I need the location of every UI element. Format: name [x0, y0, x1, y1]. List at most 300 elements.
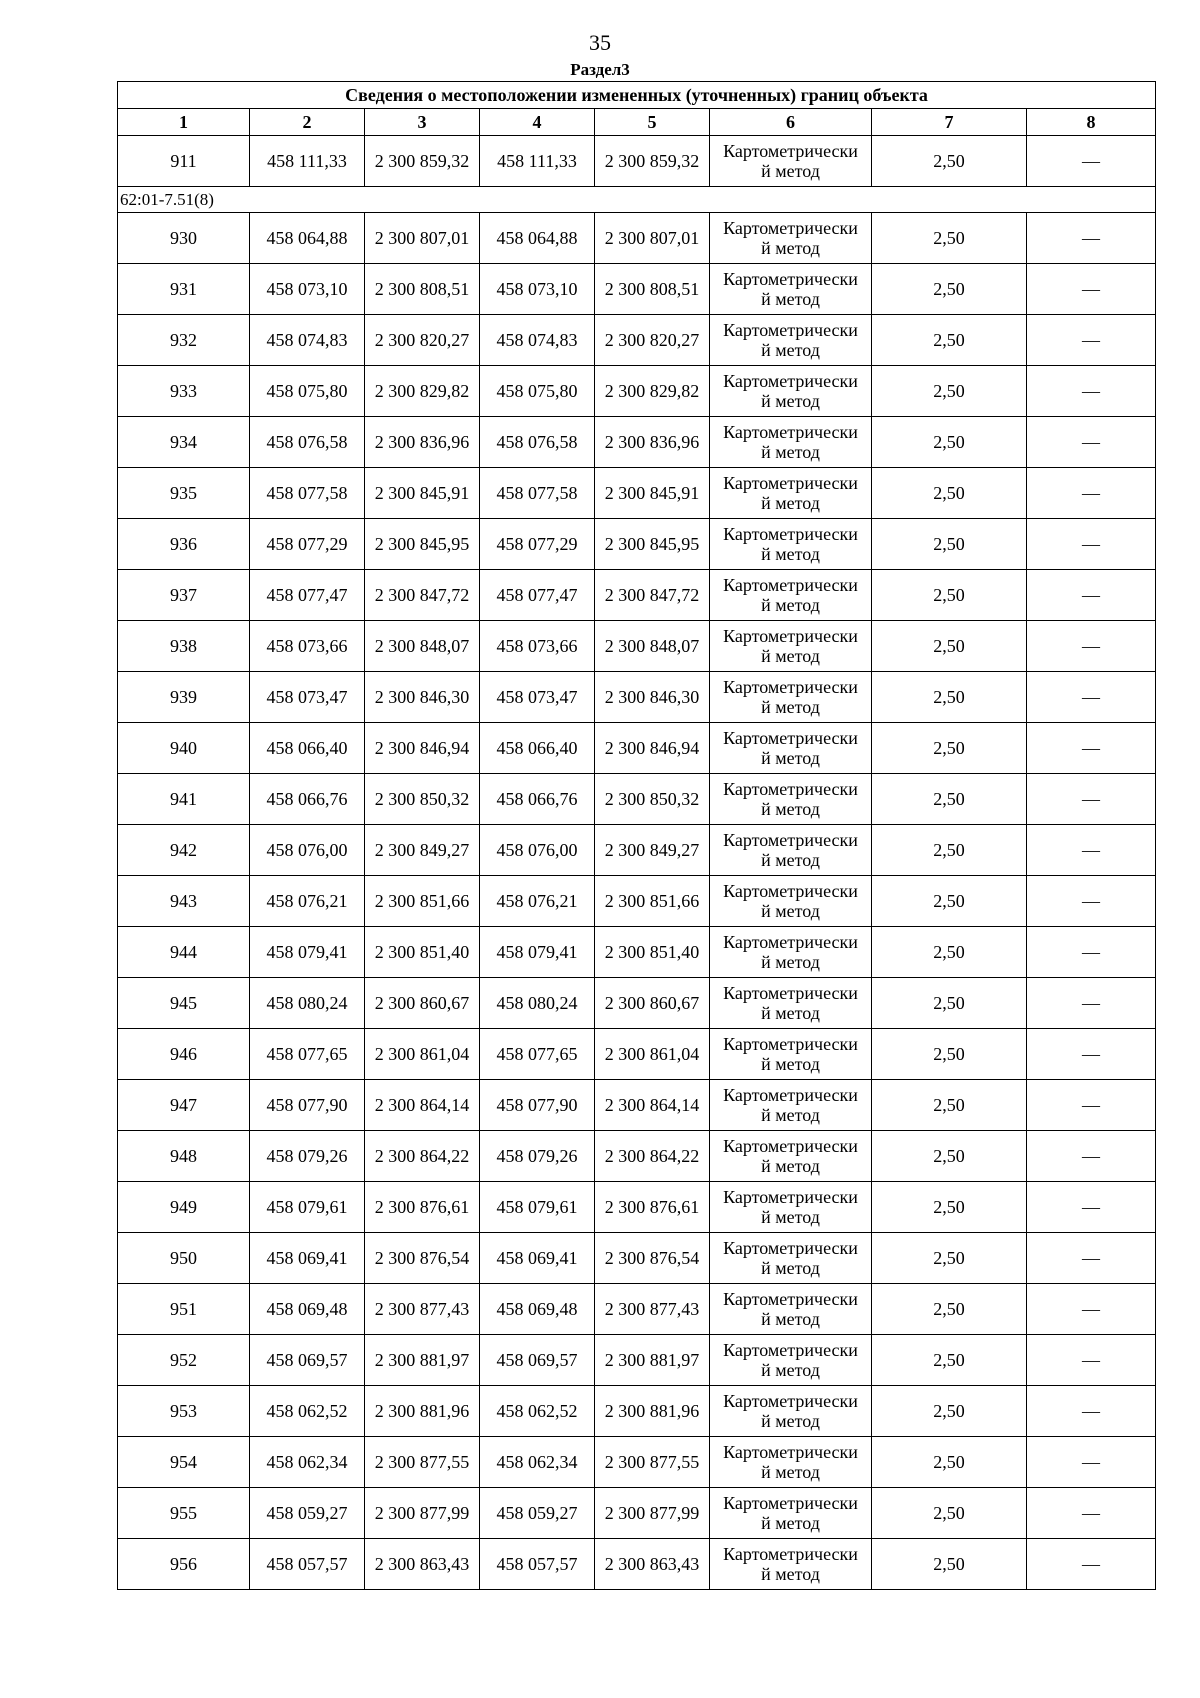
note: —	[1027, 1386, 1156, 1437]
y-coordinate-old: 2 300 877,43	[365, 1284, 480, 1335]
x-coordinate-new: 458 066,40	[480, 723, 595, 774]
table-row	[118, 1488, 1156, 1539]
page-number: 35	[589, 30, 611, 55]
method-line-1: Картометрически	[723, 422, 858, 442]
y-coordinate-new: 2 300 846,30	[595, 672, 710, 723]
point-number: 935	[118, 468, 250, 519]
note: —	[1027, 927, 1156, 978]
method-line-2: й метод	[761, 1258, 820, 1278]
note: —	[1027, 1335, 1156, 1386]
table-row	[118, 978, 1156, 1029]
note: —	[1027, 1233, 1156, 1284]
table-row	[118, 672, 1156, 723]
accuracy: 2,50	[872, 570, 1027, 621]
accuracy: 2,50	[872, 1335, 1027, 1386]
accuracy: 2,50	[872, 1488, 1027, 1539]
table-row	[118, 213, 1156, 264]
y-coordinate-old: 2 300 808,51	[365, 264, 480, 315]
method-line-2: й метод	[761, 1156, 820, 1176]
method-line-1: Картометрически	[723, 218, 858, 238]
x-coordinate-old: 458 069,48	[250, 1284, 365, 1335]
x-coordinate-old: 458 059,27	[250, 1488, 365, 1539]
table-row	[118, 366, 1156, 417]
method-line-1: Картометрически	[723, 983, 858, 1003]
method-cell	[710, 264, 872, 315]
accuracy: 2,50	[872, 1131, 1027, 1182]
y-coordinate-new: 2 300 864,22	[595, 1131, 710, 1182]
note: —	[1027, 1131, 1156, 1182]
y-coordinate-new: 2 300 877,99	[595, 1488, 710, 1539]
x-coordinate-new: 458 080,24	[480, 978, 595, 1029]
method-line-1: Картометрически	[723, 1289, 858, 1309]
method-cell	[710, 1539, 872, 1590]
method-cell	[710, 136, 872, 187]
accuracy: 2,50	[872, 978, 1027, 1029]
method-line-1: Картометрически	[723, 1391, 858, 1411]
table-row	[118, 315, 1156, 366]
section-label: Раздел3	[570, 60, 630, 79]
method-line-1: Картометрически	[723, 1340, 858, 1360]
table-row	[118, 1335, 1156, 1386]
accuracy: 2,50	[872, 519, 1027, 570]
y-coordinate-old: 2 300 846,30	[365, 672, 480, 723]
column-header: 5	[595, 109, 710, 136]
y-coordinate-new: 2 300 876,54	[595, 1233, 710, 1284]
x-coordinate-old: 458 077,29	[250, 519, 365, 570]
method-line-1: Картометрически	[723, 626, 858, 646]
method-cell	[710, 1386, 872, 1437]
table-row	[118, 876, 1156, 927]
table-row	[118, 621, 1156, 672]
x-coordinate-old: 458 079,26	[250, 1131, 365, 1182]
method-line-1: Картометрически	[723, 473, 858, 493]
y-coordinate-new: 2 300 848,07	[595, 621, 710, 672]
method-cell	[710, 1488, 872, 1539]
method-line-2: й метод	[761, 544, 820, 564]
x-coordinate-new: 458 062,34	[480, 1437, 595, 1488]
y-coordinate-new: 2 300 851,40	[595, 927, 710, 978]
note: —	[1027, 264, 1156, 315]
method-line-1: Картометрически	[723, 575, 858, 595]
accuracy: 2,50	[872, 468, 1027, 519]
y-coordinate-old: 2 300 876,54	[365, 1233, 480, 1284]
note: —	[1027, 621, 1156, 672]
note: —	[1027, 417, 1156, 468]
method-line-1: Картометрически	[723, 1238, 858, 1258]
note: —	[1027, 213, 1156, 264]
method-cell	[710, 1131, 872, 1182]
x-coordinate-old: 458 073,47	[250, 672, 365, 723]
point-number: 952	[118, 1335, 250, 1386]
method-cell	[710, 621, 872, 672]
table-row	[118, 264, 1156, 315]
table-row	[118, 1386, 1156, 1437]
point-number: 946	[118, 1029, 250, 1080]
method-line-2: й метод	[761, 1513, 820, 1533]
x-coordinate-old: 458 066,76	[250, 774, 365, 825]
table-row	[118, 1284, 1156, 1335]
x-coordinate-old: 458 069,41	[250, 1233, 365, 1284]
accuracy: 2,50	[872, 1029, 1027, 1080]
y-coordinate-old: 2 300 848,07	[365, 621, 480, 672]
x-coordinate-old: 458 077,47	[250, 570, 365, 621]
x-coordinate-old: 458 057,57	[250, 1539, 365, 1590]
x-coordinate-new: 458 077,90	[480, 1080, 595, 1131]
y-coordinate-old: 2 300 849,27	[365, 825, 480, 876]
method-line-1: Картометрически	[723, 1034, 858, 1054]
x-coordinate-new: 458 077,29	[480, 519, 595, 570]
accuracy: 2,50	[872, 1182, 1027, 1233]
note: —	[1027, 315, 1156, 366]
method-line-1: Картометрически	[723, 1442, 858, 1462]
accuracy: 2,50	[872, 1437, 1027, 1488]
method-cell	[710, 876, 872, 927]
method-line-2: й метод	[761, 340, 820, 360]
accuracy: 2,50	[872, 417, 1027, 468]
method-cell	[710, 825, 872, 876]
x-coordinate-old: 458 079,41	[250, 927, 365, 978]
point-number: 949	[118, 1182, 250, 1233]
point-number: 930	[118, 213, 250, 264]
accuracy: 2,50	[872, 366, 1027, 417]
y-coordinate-new: 2 300 846,94	[595, 723, 710, 774]
accuracy: 2,50	[872, 876, 1027, 927]
y-coordinate-new: 2 300 820,27	[595, 315, 710, 366]
point-number: 954	[118, 1437, 250, 1488]
point-number: 943	[118, 876, 250, 927]
column-header: 8	[1027, 109, 1156, 136]
table-row	[118, 1539, 1156, 1590]
x-coordinate-old: 458 077,90	[250, 1080, 365, 1131]
x-coordinate-old: 458 080,24	[250, 978, 365, 1029]
x-coordinate-new: 458 075,80	[480, 366, 595, 417]
note: —	[1027, 876, 1156, 927]
x-coordinate-old: 458 074,83	[250, 315, 365, 366]
accuracy: 2,50	[872, 1386, 1027, 1437]
y-coordinate-new: 2 300 861,04	[595, 1029, 710, 1080]
table-row	[118, 519, 1156, 570]
table-row	[118, 468, 1156, 519]
method-cell	[710, 1335, 872, 1386]
method-line-1: Картометрически	[723, 677, 858, 697]
x-coordinate-new: 458 111,33	[480, 136, 595, 187]
column-header: 7	[872, 109, 1027, 136]
method-line-2: й метод	[761, 1003, 820, 1023]
method-cell	[710, 519, 872, 570]
method-line-2: й метод	[761, 901, 820, 921]
y-coordinate-old: 2 300 820,27	[365, 315, 480, 366]
x-coordinate-old: 458 111,33	[250, 136, 365, 187]
method-cell	[710, 366, 872, 417]
table-row	[118, 1233, 1156, 1284]
x-coordinate-new: 458 079,41	[480, 927, 595, 978]
x-coordinate-old: 458 069,57	[250, 1335, 365, 1386]
point-number: 932	[118, 315, 250, 366]
accuracy: 2,50	[872, 213, 1027, 264]
y-coordinate-new: 2 300 808,51	[595, 264, 710, 315]
accuracy: 2,50	[872, 1233, 1027, 1284]
note: —	[1027, 1488, 1156, 1539]
column-header: 1	[118, 109, 250, 136]
y-coordinate-old: 2 300 845,95	[365, 519, 480, 570]
table-row	[118, 570, 1156, 621]
y-coordinate-old: 2 300 859,32	[365, 136, 480, 187]
x-coordinate-new: 458 079,61	[480, 1182, 595, 1233]
point-number: 936	[118, 519, 250, 570]
point-number: 933	[118, 366, 250, 417]
table-row	[118, 774, 1156, 825]
y-coordinate-new: 2 300 863,43	[595, 1539, 710, 1590]
column-header: 4	[480, 109, 595, 136]
y-coordinate-new: 2 300 864,14	[595, 1080, 710, 1131]
method-line-2: й метод	[761, 289, 820, 309]
x-coordinate-new: 458 069,48	[480, 1284, 595, 1335]
method-line-1: Картометрически	[723, 320, 858, 340]
note: —	[1027, 825, 1156, 876]
method-cell	[710, 927, 872, 978]
point-number: 939	[118, 672, 250, 723]
accuracy: 2,50	[872, 621, 1027, 672]
method-cell	[710, 774, 872, 825]
accuracy: 2,50	[872, 1284, 1027, 1335]
y-coordinate-new: 2 300 859,32	[595, 136, 710, 187]
method-line-2: й метод	[761, 1054, 820, 1074]
y-coordinate-old: 2 300 864,22	[365, 1131, 480, 1182]
method-line-2: й метод	[761, 850, 820, 870]
column-header: 6	[710, 109, 872, 136]
note: —	[1027, 672, 1156, 723]
x-coordinate-old: 458 076,21	[250, 876, 365, 927]
y-coordinate-old: 2 300 877,55	[365, 1437, 480, 1488]
method-cell	[710, 570, 872, 621]
method-line-1: Картометрически	[723, 141, 858, 161]
method-line-2: й метод	[761, 799, 820, 819]
point-number: 937	[118, 570, 250, 621]
method-line-2: й метод	[761, 1462, 820, 1482]
method-cell	[710, 213, 872, 264]
x-coordinate-old: 458 062,34	[250, 1437, 365, 1488]
method-line-2: й метод	[761, 493, 820, 513]
method-line-2: й метод	[761, 238, 820, 258]
method-line-1: Картометрически	[723, 1493, 858, 1513]
method-line-2: й метод	[761, 748, 820, 768]
x-coordinate-old: 458 064,88	[250, 213, 365, 264]
y-coordinate-old: 2 300 836,96	[365, 417, 480, 468]
y-coordinate-new: 2 300 877,43	[595, 1284, 710, 1335]
method-line-2: й метод	[761, 391, 820, 411]
method-line-2: й метод	[761, 697, 820, 717]
note: —	[1027, 366, 1156, 417]
method-line-2: й метод	[761, 1360, 820, 1380]
method-line-1: Картометрически	[723, 830, 858, 850]
method-line-1: Картометрически	[723, 932, 858, 952]
note: —	[1027, 1029, 1156, 1080]
method-line-1: Картометрически	[723, 1544, 858, 1564]
note: —	[1027, 1080, 1156, 1131]
y-coordinate-old: 2 300 860,67	[365, 978, 480, 1029]
x-coordinate-old: 458 077,65	[250, 1029, 365, 1080]
point-number: 950	[118, 1233, 250, 1284]
point-number: 934	[118, 417, 250, 468]
method-line-2: й метод	[761, 1411, 820, 1431]
accuracy: 2,50	[872, 1539, 1027, 1590]
x-coordinate-new: 458 076,21	[480, 876, 595, 927]
y-coordinate-new: 2 300 881,96	[595, 1386, 710, 1437]
y-coordinate-old: 2 300 864,14	[365, 1080, 480, 1131]
note: —	[1027, 1182, 1156, 1233]
point-number: 951	[118, 1284, 250, 1335]
x-coordinate-new: 458 069,57	[480, 1335, 595, 1386]
method-cell	[710, 672, 872, 723]
method-cell	[710, 1080, 872, 1131]
x-coordinate-new: 458 059,27	[480, 1488, 595, 1539]
x-coordinate-new: 458 077,58	[480, 468, 595, 519]
method-line-2: й метод	[761, 646, 820, 666]
y-coordinate-old: 2 300 876,61	[365, 1182, 480, 1233]
y-coordinate-new: 2 300 849,27	[595, 825, 710, 876]
method-cell	[710, 1182, 872, 1233]
x-coordinate-old: 458 075,80	[250, 366, 365, 417]
y-coordinate-old: 2 300 829,82	[365, 366, 480, 417]
y-coordinate-old: 2 300 847,72	[365, 570, 480, 621]
y-coordinate-new: 2 300 860,67	[595, 978, 710, 1029]
method-line-2: й метод	[761, 1309, 820, 1329]
cadastral-group-label: 62:01-7.51(8)	[118, 187, 1156, 213]
table-row	[118, 723, 1156, 774]
table-row	[118, 927, 1156, 978]
point-number: 938	[118, 621, 250, 672]
point-number: 944	[118, 927, 250, 978]
x-coordinate-old: 458 076,58	[250, 417, 365, 468]
y-coordinate-new: 2 300 850,32	[595, 774, 710, 825]
accuracy: 2,50	[872, 723, 1027, 774]
y-coordinate-old: 2 300 861,04	[365, 1029, 480, 1080]
method-line-1: Картометрически	[723, 1136, 858, 1156]
x-coordinate-new: 458 069,41	[480, 1233, 595, 1284]
table-row	[118, 1029, 1156, 1080]
note: —	[1027, 136, 1156, 187]
note: —	[1027, 978, 1156, 1029]
point-number: 940	[118, 723, 250, 774]
table-row	[118, 1080, 1156, 1131]
note: —	[1027, 1539, 1156, 1590]
y-coordinate-old: 2 300 863,43	[365, 1539, 480, 1590]
method-line-1: Картометрически	[723, 779, 858, 799]
note: —	[1027, 774, 1156, 825]
method-line-2: й метод	[761, 1564, 820, 1584]
y-coordinate-new: 2 300 847,72	[595, 570, 710, 621]
accuracy: 2,50	[872, 315, 1027, 366]
x-coordinate-old: 458 077,58	[250, 468, 365, 519]
method-cell	[710, 1233, 872, 1284]
x-coordinate-new: 458 073,66	[480, 621, 595, 672]
method-line-1: Картометрически	[723, 524, 858, 544]
x-coordinate-new: 458 066,76	[480, 774, 595, 825]
y-coordinate-old: 2 300 807,01	[365, 213, 480, 264]
x-coordinate-old: 458 076,00	[250, 825, 365, 876]
note: —	[1027, 1437, 1156, 1488]
x-coordinate-new: 458 076,58	[480, 417, 595, 468]
method-line-2: й метод	[761, 595, 820, 615]
y-coordinate-old: 2 300 877,99	[365, 1488, 480, 1539]
table-row	[118, 1437, 1156, 1488]
method-line-1: Картометрически	[723, 269, 858, 289]
note: —	[1027, 468, 1156, 519]
x-coordinate-new: 458 064,88	[480, 213, 595, 264]
method-line-2: й метод	[761, 1105, 820, 1125]
y-coordinate-new: 2 300 845,91	[595, 468, 710, 519]
x-coordinate-new: 458 079,26	[480, 1131, 595, 1182]
table-row	[118, 1182, 1156, 1233]
x-coordinate-old: 458 073,66	[250, 621, 365, 672]
y-coordinate-old: 2 300 881,97	[365, 1335, 480, 1386]
method-line-1: Картометрически	[723, 1187, 858, 1207]
point-number: 911	[118, 136, 250, 187]
note: —	[1027, 1284, 1156, 1335]
method-line-1: Картометрически	[723, 881, 858, 901]
table-title: Сведения о местоположении измененных (уточненных) границ объекта	[118, 82, 1156, 109]
table-row	[118, 825, 1156, 876]
y-coordinate-new: 2 300 881,97	[595, 1335, 710, 1386]
point-number: 956	[118, 1539, 250, 1590]
x-coordinate-old: 458 066,40	[250, 723, 365, 774]
method-line-1: Картометрически	[723, 728, 858, 748]
point-number: 948	[118, 1131, 250, 1182]
group-row	[118, 187, 1156, 213]
point-number: 947	[118, 1080, 250, 1131]
point-number: 941	[118, 774, 250, 825]
y-coordinate-old: 2 300 851,66	[365, 876, 480, 927]
point-number: 931	[118, 264, 250, 315]
accuracy: 2,50	[872, 927, 1027, 978]
x-coordinate-new: 458 073,10	[480, 264, 595, 315]
y-coordinate-old: 2 300 850,32	[365, 774, 480, 825]
method-line-1: Картометрически	[723, 371, 858, 391]
x-coordinate-new: 458 077,47	[480, 570, 595, 621]
note: —	[1027, 519, 1156, 570]
x-coordinate-new: 458 073,47	[480, 672, 595, 723]
method-cell	[710, 1284, 872, 1335]
point-number: 945	[118, 978, 250, 1029]
method-cell	[710, 1437, 872, 1488]
x-coordinate-old: 458 073,10	[250, 264, 365, 315]
column-header: 2	[250, 109, 365, 136]
method-line-2: й метод	[761, 952, 820, 972]
note: —	[1027, 723, 1156, 774]
point-number: 953	[118, 1386, 250, 1437]
x-coordinate-new: 458 057,57	[480, 1539, 595, 1590]
method-cell	[710, 417, 872, 468]
y-coordinate-new: 2 300 829,82	[595, 366, 710, 417]
accuracy: 2,50	[872, 672, 1027, 723]
table-row	[118, 417, 1156, 468]
method-line-2: й метод	[761, 442, 820, 462]
method-cell	[710, 1029, 872, 1080]
y-coordinate-new: 2 300 851,66	[595, 876, 710, 927]
accuracy: 2,50	[872, 825, 1027, 876]
table-row	[118, 1131, 1156, 1182]
method-cell	[710, 468, 872, 519]
x-coordinate-new: 458 062,52	[480, 1386, 595, 1437]
method-line-2: й метод	[761, 161, 820, 181]
y-coordinate-new: 2 300 807,01	[595, 213, 710, 264]
y-coordinate-old: 2 300 846,94	[365, 723, 480, 774]
method-cell	[710, 978, 872, 1029]
y-coordinate-old: 2 300 845,91	[365, 468, 480, 519]
point-number: 942	[118, 825, 250, 876]
table-title-row	[118, 82, 1156, 109]
accuracy: 2,50	[872, 264, 1027, 315]
